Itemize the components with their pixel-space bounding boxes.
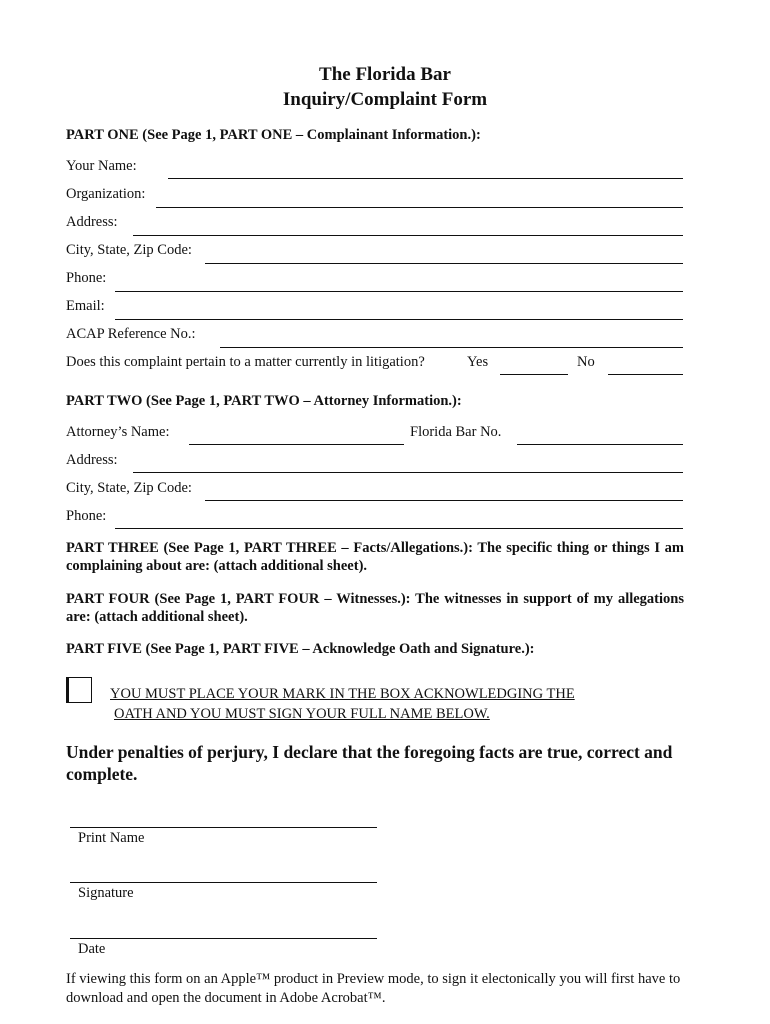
oath-instruction-line1: YOU MUST PLACE YOUR MARK IN THE BOX ACKNOWLEDGING THE — [110, 686, 575, 702]
litigation-no-field[interactable] — [608, 374, 683, 375]
date-field[interactable] — [70, 938, 377, 939]
acap-reference-field[interactable] — [220, 347, 683, 348]
organization-label: Organization: — [66, 186, 146, 202]
phone-field[interactable] — [115, 291, 683, 292]
attorney-name-field[interactable] — [189, 444, 404, 445]
city-state-zip-label: City, State, Zip Code: — [66, 242, 192, 258]
apple-preview-notice: If viewing this form on an Apple™ product in Preview mode, to sign it electonically you will first have to download and open the document in Adobe Acrobat™. — [66, 971, 681, 1006]
print-name-label: Print Name — [78, 830, 145, 846]
address-label: Address: — [66, 214, 118, 230]
email-label: Email: — [66, 298, 105, 314]
form-title: The Florida Bar — [319, 64, 451, 85]
litigation-question: Does this complaint pertain to a matter currently in litigation? — [66, 354, 425, 370]
litigation-no-label: No — [577, 354, 595, 370]
email-field[interactable] — [115, 319, 683, 320]
part-three-heading: PART THREE (See Page 1, PART THREE – Facts/Allegations.): The specific thing or things I am complaining about are: (attach additional sheet). — [66, 540, 684, 574]
signature-label: Signature — [78, 885, 134, 901]
perjury-declaration: Under penalties of perjury, I declare that the foregoing facts are true, correct and complete. — [66, 742, 673, 784]
attorney-phone-label: Phone: — [66, 508, 107, 524]
date-label: Date — [78, 941, 106, 957]
form-subtitle: Inquiry/Complaint Form — [282, 89, 488, 110]
signature-field[interactable] — [70, 882, 377, 883]
acap-reference-label: ACAP Reference No.: — [66, 326, 196, 342]
florida-bar-no-field[interactable] — [517, 444, 683, 445]
address-field[interactable] — [133, 235, 683, 236]
print-name-field[interactable] — [70, 827, 377, 828]
attorney-address-field[interactable] — [133, 472, 683, 473]
litigation-yes-label: Yes — [467, 354, 489, 370]
attorney-city-state-zip-field[interactable] — [205, 500, 683, 501]
part-two-heading: PART TWO (See Page 1, PART TWO – Attorney Information.): — [66, 393, 462, 409]
phone-label: Phone: — [66, 270, 107, 286]
part-four-heading: PART FOUR (See Page 1, PART FOUR – Witnesses.): The witnesses in support of my allegations are: (attach additional sheet). — [66, 591, 684, 625]
florida-bar-no-label: Florida Bar No. — [410, 424, 502, 440]
attorney-address-label: Address: — [66, 452, 118, 468]
attorney-phone-field[interactable] — [115, 528, 683, 529]
your-name-field[interactable] — [168, 178, 683, 179]
litigation-yes-field[interactable] — [500, 374, 568, 375]
organization-field[interactable] — [156, 207, 683, 208]
attorney-city-state-zip-label: City, State, Zip Code: — [66, 480, 192, 496]
part-one-heading: PART ONE (See Page 1, PART ONE – Complainant Information.): — [66, 127, 481, 143]
part-five-heading: PART FIVE (See Page 1, PART FIVE – Acknowledge Oath and Signature.): — [66, 641, 535, 657]
your-name-label: Your Name: — [66, 158, 137, 174]
city-state-zip-field[interactable] — [205, 263, 683, 264]
oath-checkbox[interactable] — [66, 677, 92, 703]
attorney-name-label: Attorney’s Name: — [66, 424, 170, 440]
oath-instruction-line2: OATH AND YOU MUST SIGN YOUR FULL NAME BELOW. — [114, 706, 490, 722]
